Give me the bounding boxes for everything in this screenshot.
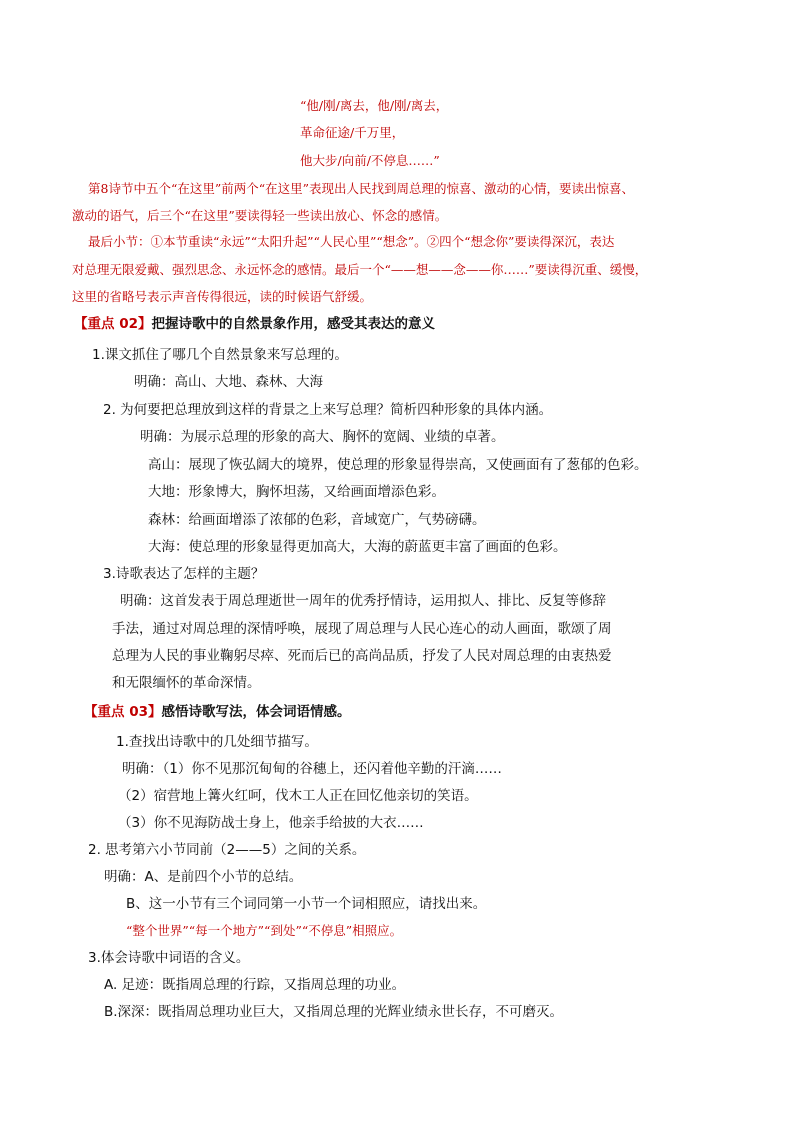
poem-line-1: “他/刚/离去，他/刚/离去， — [300, 98, 449, 113]
key02-line-7: 森林：给画面增添了浓郁的色彩，音域宽广，气势磅礴。 — [148, 512, 486, 528]
key03-title: 感悟诗歌写法，体会词语情感。 — [161, 704, 351, 720]
note-line-4: 对总理无限爱戴、强烈思念、永远怀念的感情。最后一个“——想——念——你……”要读得沉重、缓慢， — [72, 262, 648, 277]
key03-line-2: 明确：（1）你不见那沉甸甸的谷穗上，还闪着他辛勤的汗滴…… — [122, 761, 502, 777]
key03-line-9: 3.体会诗歌中词语的含义。 — [88, 950, 250, 966]
poem-line-2: 革命征途/千万里， — [300, 125, 405, 140]
key03-line-8: “整个世界”“每一个地方”“到处”“不停息”相照应。 — [126, 923, 403, 938]
key02-heading — [74, 314, 435, 334]
key03-line-7: B、这一小节有三个词同第一小节一个词相照应，请找出来。 — [126, 896, 487, 912]
key02-line-3: 2. 为何要把总理放到这样的背景之上来写总理？简析四种形象的具体内涵。 — [103, 402, 553, 418]
poem-line-3: 他大步/向前/不停息……” — [300, 153, 440, 168]
note-line-1: 第8诗节中五个“在这里”前两个“在这里”表现出人民找到周总理的惊喜、激动的心情，要读出惊喜、 — [88, 181, 635, 196]
key03-heading — [84, 702, 351, 722]
key02-line-4: 明确：为展示总理的形象的高大、胸怀的宽阔、业绩的卓著。 — [140, 429, 505, 445]
note-line-3: 最后小节：①本节重读“永远”“太阳升起”“人民心里”“想念”。②四个“想念你”要读得深沉，表达 — [88, 234, 615, 249]
key03-line-1: 1.查找出诗歌中的几处细节描写。 — [116, 734, 318, 750]
key02-line-6: 大地：形象博大，胸怀坦荡，又给画面增添色彩。 — [148, 484, 445, 500]
key03-tag: 【重点 03】 — [84, 704, 162, 720]
key03-line-6: 明确：A、是前四个小节的总结。 — [104, 869, 303, 885]
key03-line-11: B.深深：既指周总理功业巨大，又指周总理的光辉业绩永世长存，不可磨灭。 — [104, 1004, 564, 1020]
key03-line-5: 2. 思考第六小节同前（2——5）之间的关系。 — [88, 842, 366, 858]
key03-line-10: A. 足迹：既指周总理的行踪，又指周总理的功业。 — [104, 977, 406, 993]
note-line-5: 这里的省略号表示声音传得很远，读的时候语气舒缓。 — [72, 289, 373, 304]
key02-line-1: 1.课文抓住了哪几个自然景象来写总理的。 — [92, 347, 348, 363]
key02-line-5: 高山：展现了恢弘阔大的境界，使总理的形象显得崇高，又使画面有了葱郁的色彩。 — [148, 457, 648, 473]
key02-line-2: 明确：高山、大地、森林、大海 — [134, 374, 323, 390]
key02-line-11: 手法，通过对周总理的深情呼唤，展现了周总理与人民心连心的动人画面，歌颂了周 — [112, 621, 612, 637]
key02-line-10: 明确：这首发表于周总理逝世一周年的优秀抒情诗，运用拟人、排比、反复等修辞 — [120, 593, 606, 609]
key02-line-8: 大海：使总理的形象显得更加高大，大海的蔚蓝更丰富了画面的色彩。 — [148, 539, 567, 555]
key02-line-12: 总理为人民的事业鞠躬尽瘁、死而后已的高尚品质，抒发了人民对周总理的由衷热爱 — [112, 648, 612, 664]
note-line-2: 激动的语气，后三个“在这里”要读得轻一些读出放心、怀念的感情。 — [72, 208, 448, 223]
key03-line-3: （2）宿营地上篝火红呵，伐木工人正在回忆他亲切的笑语。 — [118, 788, 478, 804]
key02-line-13: 和无限缅怀的革命深情。 — [112, 675, 261, 691]
key02-title: 把握诗歌中的自然景象作用，感受其表达的意义 — [151, 316, 435, 332]
key03-line-4: （3）你不见海防战士身上，他亲手给披的大衣…… — [118, 815, 424, 831]
key02-line-9: 3.诗歌表达了怎样的主题？ — [103, 566, 265, 582]
key02-tag: 【重点 02】 — [74, 316, 152, 332]
